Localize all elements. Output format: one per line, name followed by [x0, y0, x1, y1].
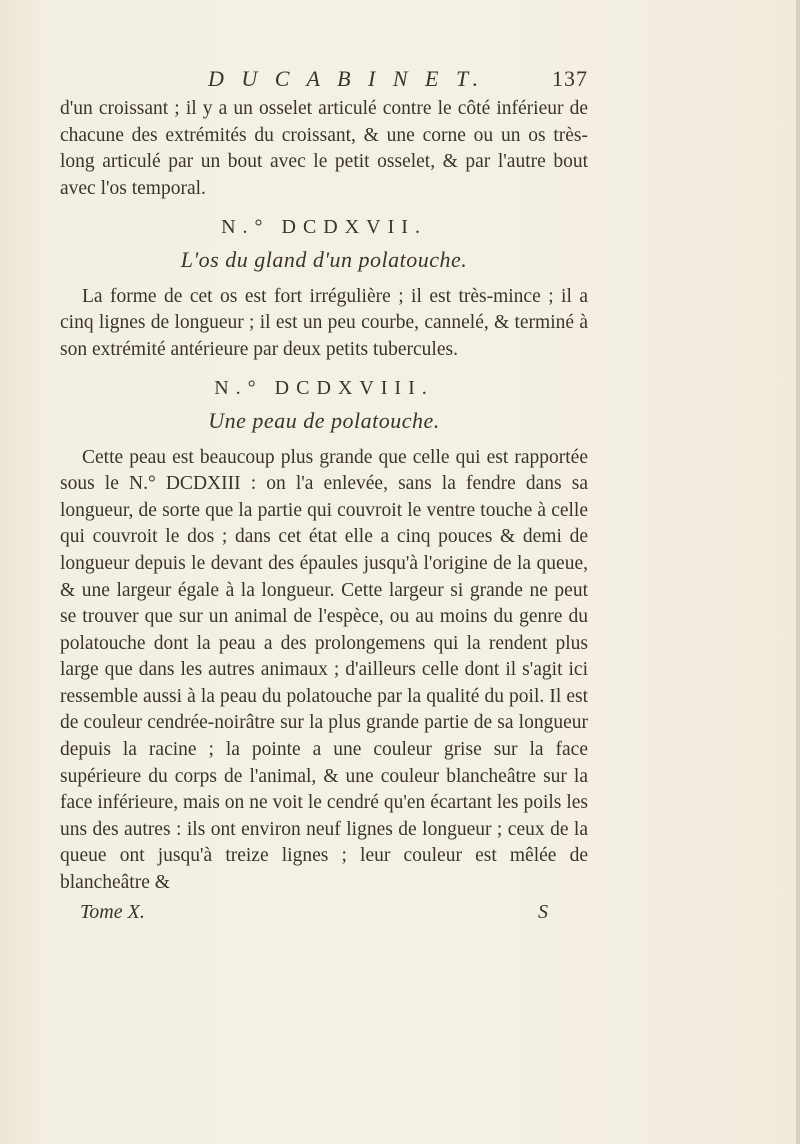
- volume-label: Tome X.: [80, 900, 145, 923]
- section-number-dcdxviii: N.° DCDXVIII.: [214, 377, 434, 400]
- running-head: [60, 62, 588, 96]
- page-footer: [60, 897, 588, 925]
- section-title-os-du-gland: L'os du gland d'un polatouche.: [180, 246, 468, 272]
- section-body-dcdxviii: Cette peau est beaucoup plus grande que celle qui est rapportée sous le N.° DCDXIII : on l'a enlevée, sans la fendre dans sa longueur, de sorte que la partie qui couvroit le ventre touche à celle qui couvroit le dos ; dans cet état elle a cinq pouces & demi de longueur depuis le devant des épaules jusqu'à l'origine de la queue, & une largeur égale à la longueur. Cette largeur si grande ne peut se trouver que sur un animal de l'espèce, ou au moins du genre du polatouche dont la peau a des prolongemens qui la rendent plus large que dans les autres animaux ; d'ailleurs celle dont il s'agit ici ressemble aussi à la peau du polatouche par la qualité du poil. Il est de couleur cendrée-noirâtre sur la plus grande partie de sa longueur depuis la racine ; la pointe a une couleur grise sur la face supérieure du corps de l'animal, & une couleur blancheâtre sur la face inférieure, mais on ne voit le cendré qu'en écartant les poils les uns des autres : ils ont environ neuf lignes de longueur ; ceux de la queue ont jusqu'à treize lignes ; leur couleur est mêlée de blancheâtre &: [60, 446, 588, 894]
- page-number: 137: [552, 66, 588, 91]
- section-title-peau-de-polatouche: Une peau de polatouche.: [208, 407, 440, 433]
- signature-mark: S: [538, 900, 548, 923]
- text-block: [60, 62, 588, 925]
- paragraph-continued: d'un croissant ; il y a un osselet articulé contre le côté inférieur de chacune des extrémités du croissant, & une corne ou un os très-long articulé par un bout avec le petit osselet, & par l'autre bout avec l'os temporal.: [60, 98, 588, 199]
- running-title: D U C A B I N E T.: [208, 66, 485, 91]
- section-number-dcdxvii: N.° DCDXVII.: [221, 216, 427, 239]
- page-edge: [796, 0, 800, 1144]
- section-body-dcdxvii: La forme de cet os est fort irrégulière ; il est très-mince ; il a cinq lignes de longueur ; il est un peu courbe, cannelé, & terminé à son extrémité antérieure par deux petits tubercules.: [60, 285, 588, 360]
